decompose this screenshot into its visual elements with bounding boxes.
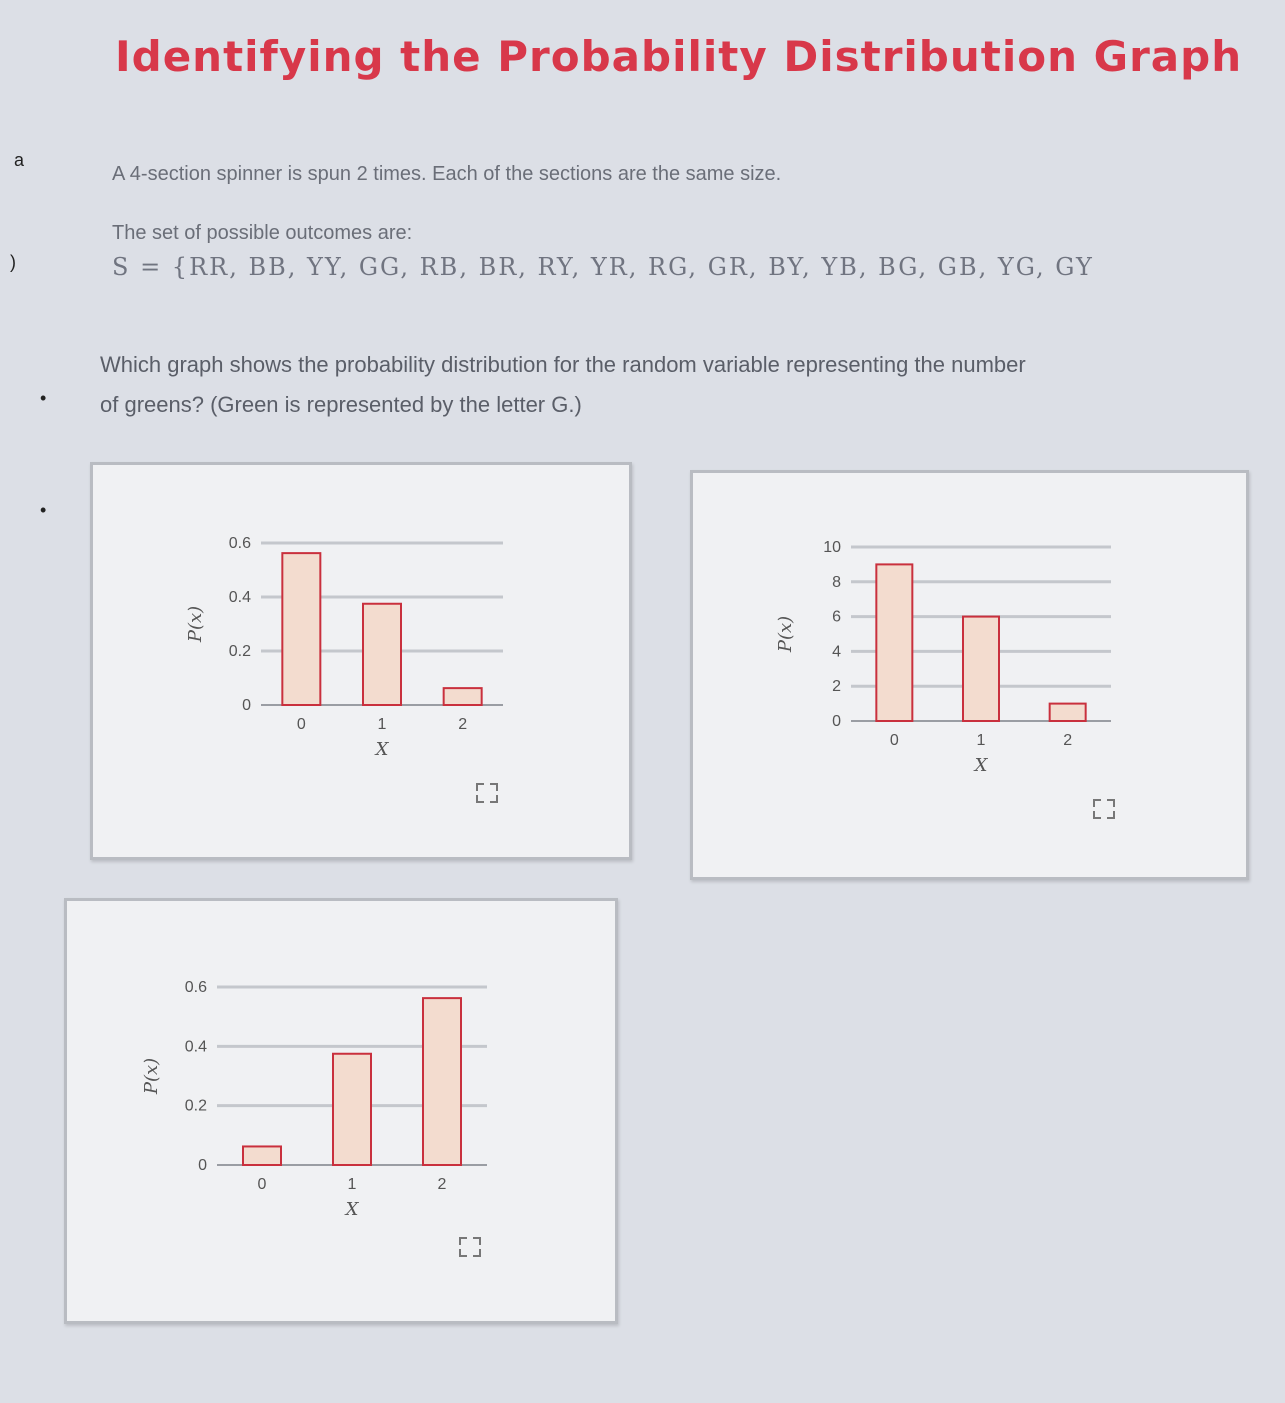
bar-2	[444, 688, 482, 705]
bar-0	[243, 1146, 281, 1165]
outcome-set: S = {RR, BB, YY, GG, RB, BR, RY, YR, RG, GR, BY, YB, BG, GB, YG, GY	[112, 253, 1094, 281]
x-tick-label: 1	[377, 716, 387, 733]
x-tick-label: 2	[1063, 732, 1073, 749]
expand-icon[interactable]	[1093, 799, 1115, 819]
x-tick-label: 2	[437, 1176, 447, 1193]
y-axis-label: P(x)	[141, 1057, 162, 1095]
bar-1	[363, 604, 401, 705]
y-tick-label: 0.6	[228, 535, 251, 552]
y-axis-label: P(x)	[185, 605, 206, 643]
prompt-line-1: Which graph shows the probability distribution for the random variable representing the number	[100, 352, 1026, 377]
x-tick-label: 1	[347, 1176, 357, 1193]
side-mark-a: a	[14, 150, 25, 170]
x-axis-label: X	[375, 739, 389, 760]
x-axis-label: X	[974, 755, 988, 776]
chart-c	[67, 901, 615, 1321]
y-tick-label: 0.4	[228, 589, 251, 606]
side-mark-bullet: •	[40, 388, 47, 408]
y-tick-label: 0.2	[184, 1097, 207, 1115]
outcomes-intro: The set of possible outcomes are:	[112, 222, 413, 244]
y-tick-label: 0	[242, 697, 251, 714]
x-tick-label: 0	[889, 732, 899, 749]
chart-a	[93, 465, 629, 857]
side-mark-paren: )	[10, 252, 16, 272]
bar-1	[333, 1054, 371, 1165]
y-tick-label: 0.4	[184, 1038, 207, 1056]
y-tick-label: 4	[832, 643, 841, 661]
bar-0	[876, 564, 912, 721]
expand-icon[interactable]	[476, 783, 498, 803]
y-tick-label: 0.6	[184, 979, 207, 996]
bar-0	[282, 553, 320, 705]
y-tick-label: 2	[832, 678, 841, 696]
page-title: Identifying the Probability Distribution Graph	[115, 32, 1243, 81]
y-tick-label: 6	[832, 608, 841, 626]
x-tick-label: 0	[296, 716, 306, 733]
y-tick-label: 0.2	[228, 643, 251, 660]
answer-option-a[interactable]	[90, 462, 632, 860]
x-tick-label: 0	[257, 1176, 267, 1193]
y-tick-label: 10	[823, 539, 841, 556]
answer-option-c[interactable]	[64, 898, 618, 1324]
expand-icon[interactable]	[459, 1237, 481, 1257]
y-tick-label: 8	[832, 573, 841, 591]
x-tick-label: 1	[976, 732, 986, 749]
question-text: A 4-section spinner is spun 2 times. Each of the sections are the same size.	[112, 163, 782, 185]
answer-option-b[interactable]	[690, 470, 1249, 880]
bar-2	[423, 998, 461, 1165]
chart-b	[693, 473, 1246, 877]
x-axis-label: X	[345, 1199, 359, 1220]
bar-1	[963, 617, 999, 721]
prompt-line-2: of greens? (Green is represented by the letter G.)	[100, 392, 582, 417]
bar-2	[1050, 704, 1086, 721]
y-axis-label: P(x)	[775, 615, 796, 653]
x-tick-label: 2	[458, 716, 468, 733]
side-mark-bullet-2: •	[40, 500, 47, 520]
y-tick-label: 0	[832, 713, 841, 730]
y-tick-label: 0	[198, 1157, 207, 1174]
